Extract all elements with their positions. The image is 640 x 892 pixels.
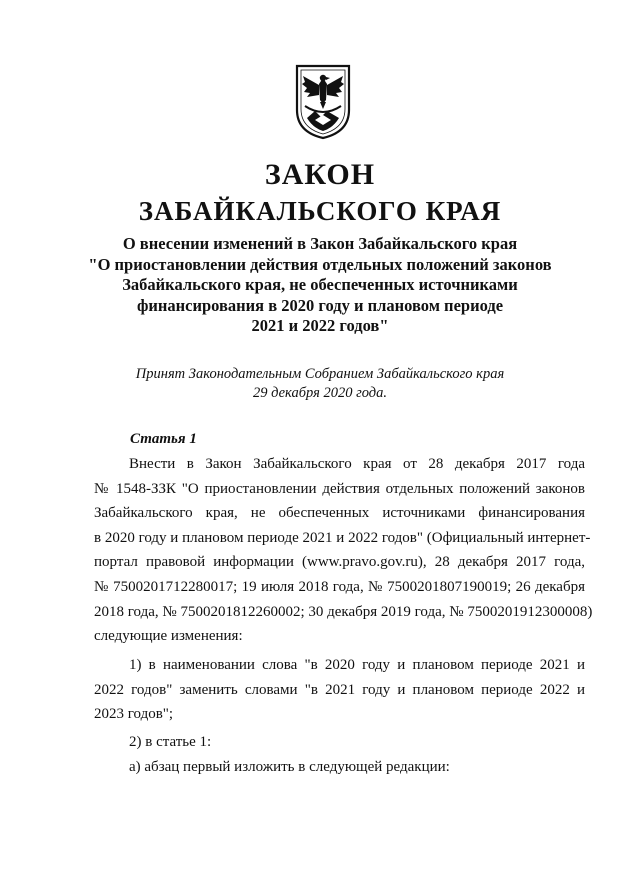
- amendment-item-2: [94, 730, 585, 755]
- paragraph-line: Забайкальского края, не обеспеченных источниками финансирования: [94, 505, 585, 522]
- paragraph-line: 2023 годов";: [94, 706, 174, 723]
- paragraph-line: 1) в наименовании слова "в 2020 году и плановом периоде 2021 и: [129, 657, 585, 673]
- law-name: [60, 234, 580, 337]
- paragraph-line: № 1548-ЗЗК "О приостановлении действия отдельных положений законов: [94, 480, 585, 497]
- paragraph-line: в 2020 году и плановом периоде 2021 и 2022 годов" (Официальный интернет-: [94, 529, 591, 546]
- law-name-line: 2021 и 2022 годов": [251, 316, 389, 335]
- amendment-item-1: [94, 653, 585, 727]
- article-heading: Статья 1: [130, 431, 197, 447]
- law-name-line: О внесении изменений в Закон Забайкальского края: [122, 234, 518, 253]
- document-title: ЗАКОН: [264, 158, 376, 191]
- law-name-line: Забайкальского края, не обеспеченных источниками: [122, 275, 518, 294]
- paragraph-line: следующие изменения:: [94, 628, 243, 645]
- paragraph-line: а) абзац первый изложить в следующей редакции:: [129, 759, 450, 775]
- adoption-note: [60, 365, 580, 403]
- paragraph-line: 2) в статье 1:: [129, 734, 212, 750]
- amendment-item-2a: [94, 755, 585, 780]
- paragraph-line: портал правовой информации (www.pravo.gov.ru), 28 декабря 2017 года,: [94, 554, 585, 571]
- article-paragraph: [94, 452, 593, 649]
- adoption-note-line: 29 декабря 2020 года.: [252, 385, 387, 401]
- law-name-line: финансирования в 2020 году и плановом периоде: [136, 295, 504, 315]
- coat-of-arms-icon: [293, 62, 353, 140]
- paragraph-line: 2018 года, № 7500201812260002; 30 декабря 2019 года, № 7500201912300008): [94, 603, 593, 620]
- paragraph-line: Внести в Закон Забайкальского края от 28 декабря 2017 года: [129, 456, 585, 472]
- law-name-line: "О приостановлении действия отдельных положений законов: [88, 254, 552, 274]
- paragraph-line: № 7500201712280017; 19 июля 2018 года, № 7500201807190019; 26 декабря: [94, 578, 585, 595]
- adoption-note-line: Принят Законодательным Собранием Забайкальского края: [135, 366, 505, 382]
- paragraph-line: 2022 годов" заменить словами "в 2021 году и плановом периоде 2022 и: [94, 681, 585, 698]
- document-subtitle-region: ЗАБАЙКАЛЬСКОГО КРАЯ: [138, 196, 502, 226]
